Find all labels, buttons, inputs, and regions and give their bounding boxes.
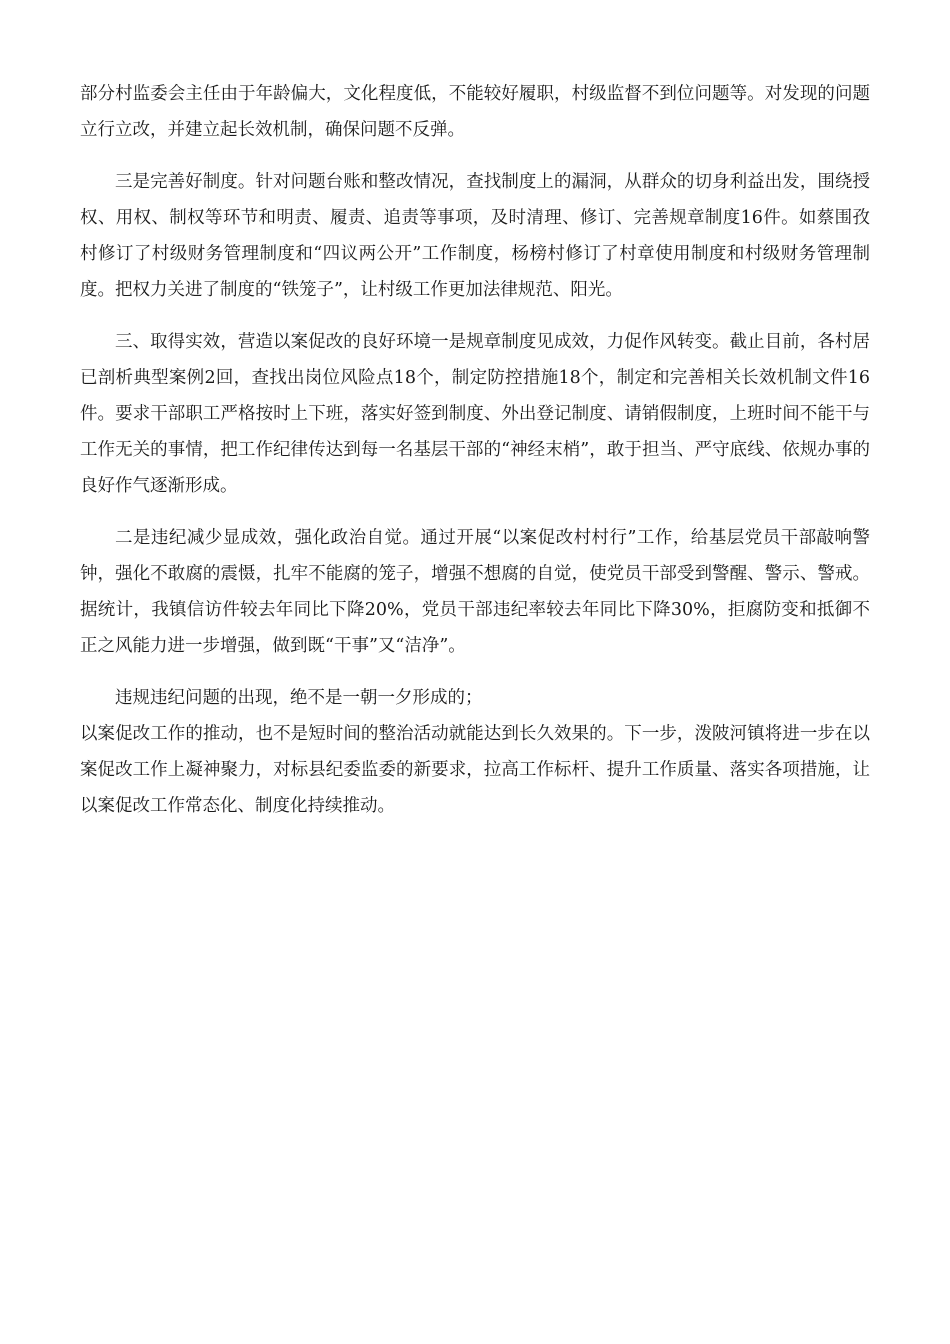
paragraph-continued-supervision: 部分村监委会主任由于年龄偏大，文化程度低，不能较好履职，村级监督不到位问题等。对发现的问题立行立改，并建立起长效机制，确保问题不反弹。 [80, 84, 870, 140]
paragraph-conclusion-intro: 违规违纪问题的出现，绝不是一朝一夕形成的； [115, 688, 483, 708]
paragraph-improve-system: 三是完善好制度。针对问题台账和整改情况，查找制度上的漏洞，从群众的切身利益出发，围绕授权、用权、制权等环节和明责、履责、追责等事项，及时清理、修订、完善规章制度16件。如蔡围孜村修订了村级财务管理制度和“四议两公开”工作制度，杨榜村修订了村章使用制度和村级财务管理制度。把权力关进了制度的“铁笼子”，让村级工作更加法律规范、阳光。 [80, 172, 870, 300]
paragraph-conclusion-next-steps: 以案促改工作的推动，也不是短时间的整治活动就能达到长久效果的。下一步，泼陂河镇将进一步在以案促改工作上凝神聚力，对标县纪委监委的新要求，拉高工作标杆、提升工作质量、落实各项措施，让以案促改工作常态化、制度化持续推动。 [80, 724, 870, 816]
document-body [80, 76, 870, 840]
paragraph-achieve-results: 三、取得实效，营造以案促改的良好环境一是规章制度见成效，力促作风转变。截止目前，各村居已剖析典型案例2回，查找出岗位风险点18个，制定防控措施18个，制定和完善相关长效机制文件16件。要求干部职工严格按时上下班，落实好签到制度、外出登记制度、请销假制度，上班时间不能干与工作无关的事情，把工作纪律传达到每一名基层干部的“神经末梢”，敢于担当、严守底线、依规办事的良好作气逐渐形成。 [80, 332, 870, 496]
paragraph-reduce-violations: 二是违纪减少显成效，强化政治自觉。通过开展“以案促改村村行”工作，给基层党员干部敲响警钟，强化不敢腐的震慑，扎牢不能腐的笼子，增强不想腐的自觉，使党员干部受到警醒、警示、警戒。据统计，我镇信访件较去年同比下降20%，党员干部违纪率较去年同比下降30%，拒腐防变和抵御不正之风能力进一步增强，做到既“干事”又“洁净”。 [80, 528, 870, 656]
